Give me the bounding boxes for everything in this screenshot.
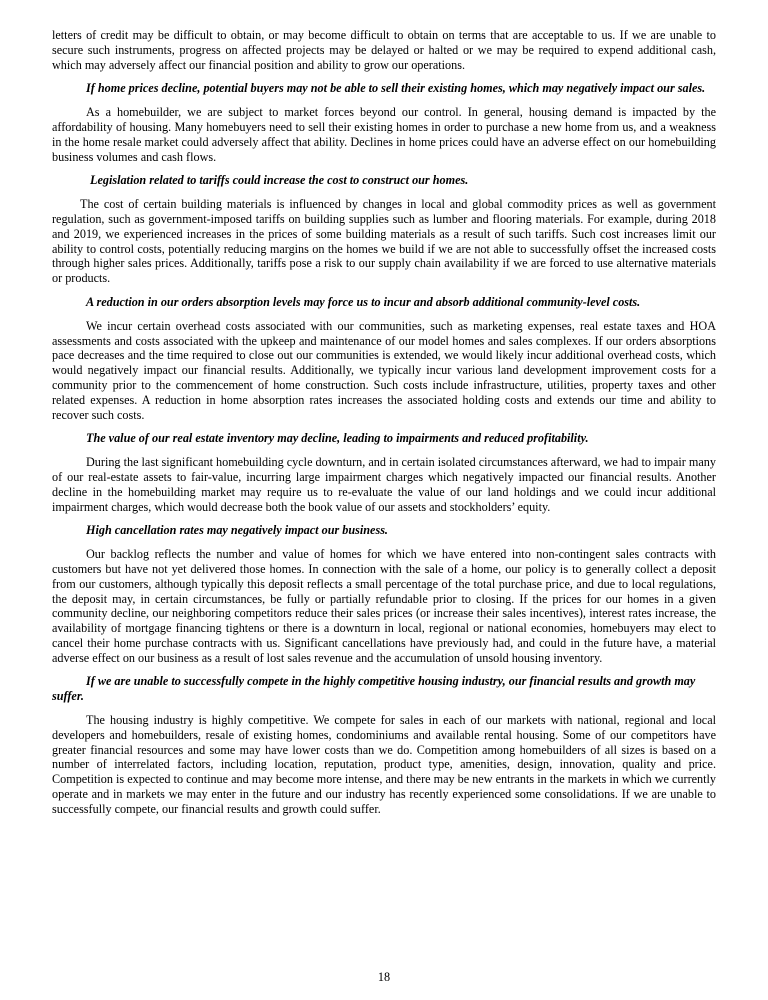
heading-tariffs: Legislation related to tariffs could increase the cost to construct our homes. [90, 173, 469, 188]
page-number: 18 [377, 970, 391, 984]
heading-home-prices: If home prices decline, potential buyers may not be able to sell their existing homes, which may negatively impact our sales. [86, 81, 706, 96]
paragraph-tariffs: The cost of certain building materials is influenced by changes in local and global commodity prices as well as government regulation, such as government-imposed tariffs on building supplies such as lumber and flooring materials. For example, during 2018 and 2019, we experienced increases in the prices of some building materials as a result of such tariffs. Such cost increases limit our ability to control costs, potentially reducing margins on the homes we build if we are not able to successfully offset the increased costs through higher sales prices. Additionally, tariffs pose a risk to our supply chain availability if we are forced to use alternative materials or products. [52, 197, 716, 286]
paragraph-absorption: We incur certain overhead costs associated with our communities, such as marketing expenses, real estate taxes and HOA assessments and costs associated with the upkeep and maintenance of our model homes and sales complexes. If our orders absorptions pace decreases and the time required to close out our communities is extended, we would likely incur additional overhead costs, which would negatively impact our financial results. Additionally, we typically incur various land development improvement costs for a community prior to the commencement of home construction. Such costs include infrastructure, utilities, property taxes and other related expenses. A reduction in home absorption rates increases the associated holding costs and extends our time and ability to recover such costs. [52, 318, 716, 422]
paragraph-cancellation-rates: Our backlog reflects the number and value of homes for which we have entered into non-contingent sales contracts with customers but have not yet delivered those homes. In connection with the sale of a home, our policy is to generally collect a deposit from our customers, although typically this deposit reflects a small percentage of the total purchase price, and due to local regulations, the deposit may, in certain circumstances, be fully or partially refundable prior to closing. If the prices for our homes in a given community decline, our neighboring competitors reduce their sales prices (or increase their sales incentives), interest rates increase, the availability of mortgage financing tightens or there is a downturn in local, regional or national economies, homebuyers may elect to cancel their home purchase contracts with us. Significant cancellations have previously had, and could in the future have, a material adverse effect on our business as a result of lost sales revenue and the accumulation of unsold housing inventory. [52, 547, 716, 665]
paragraph-home-prices: As a homebuilder, we are subject to market forces beyond our control. In general, housing demand is impacted by the affordability of housing. Many homebuyers need to sell their existing homes in order to purchase a new home from us, and a weakness in the home resale market could adversely affect that ability. Declines in home prices could have an adverse effect on our homebuilding business volumes and cash flows. [52, 105, 716, 164]
paragraph-inventory-value: During the last significant homebuilding cycle downturn, and in certain isolated circumstances afterward, we had to impair many of our real-estate assets to fair-value, incurring large impairment charges which negatively impacted our financial results. Another decline in the homebuilding market may require us to re-evaluate the value of our land holdings and we could incur additional impairment charges, which would decrease both the book value of our assets and stockholders’ equity. [52, 455, 716, 514]
paragraph-letters-of-credit: letters of credit may be difficult to obtain, or may become difficult to obtain on terms that are acceptable to us. If we are unable to secure such instruments, progress on affected projects may be delayed or halted or we may be required to expend additional cash, which may adversely affect our financial position and ability to grow our operations. [52, 28, 716, 72]
heading-cancellation-rates: High cancellation rates may negatively impact our business. [86, 523, 388, 538]
heading-competition: If we are unable to successfully compete in the highly competitive housing industry, our financial results and growth may suffer. [52, 674, 696, 704]
paragraph-competition: The housing industry is highly competitive. We compete for sales in each of our markets with national, regional and local developers and homebuilders, resale of existing homes, condominiums and available rental housing. Some of our competitors have greater financial resources and some may have lower costs than we do. Competition among homebuilders of all sizes is based on a number of interrelated factors, including location, reputation, product type, amenities, design, innovation, quality and price. Competition is expected to continue and may become more intense, and there may be new entrants in the markets in which we currently operate and in markets we may enter in the future and our industry has recently experienced some consolidations. If we are unable to successfully compete, our financial results and growth could suffer. [52, 713, 716, 816]
heading-inventory-value: The value of our real estate inventory may decline, leading to impairments and reduced profitability. [86, 431, 589, 446]
heading-absorption: A reduction in our orders absorption levels may force us to incur and absorb additional community-level costs. [86, 294, 641, 309]
document-page [52, 28, 716, 826]
